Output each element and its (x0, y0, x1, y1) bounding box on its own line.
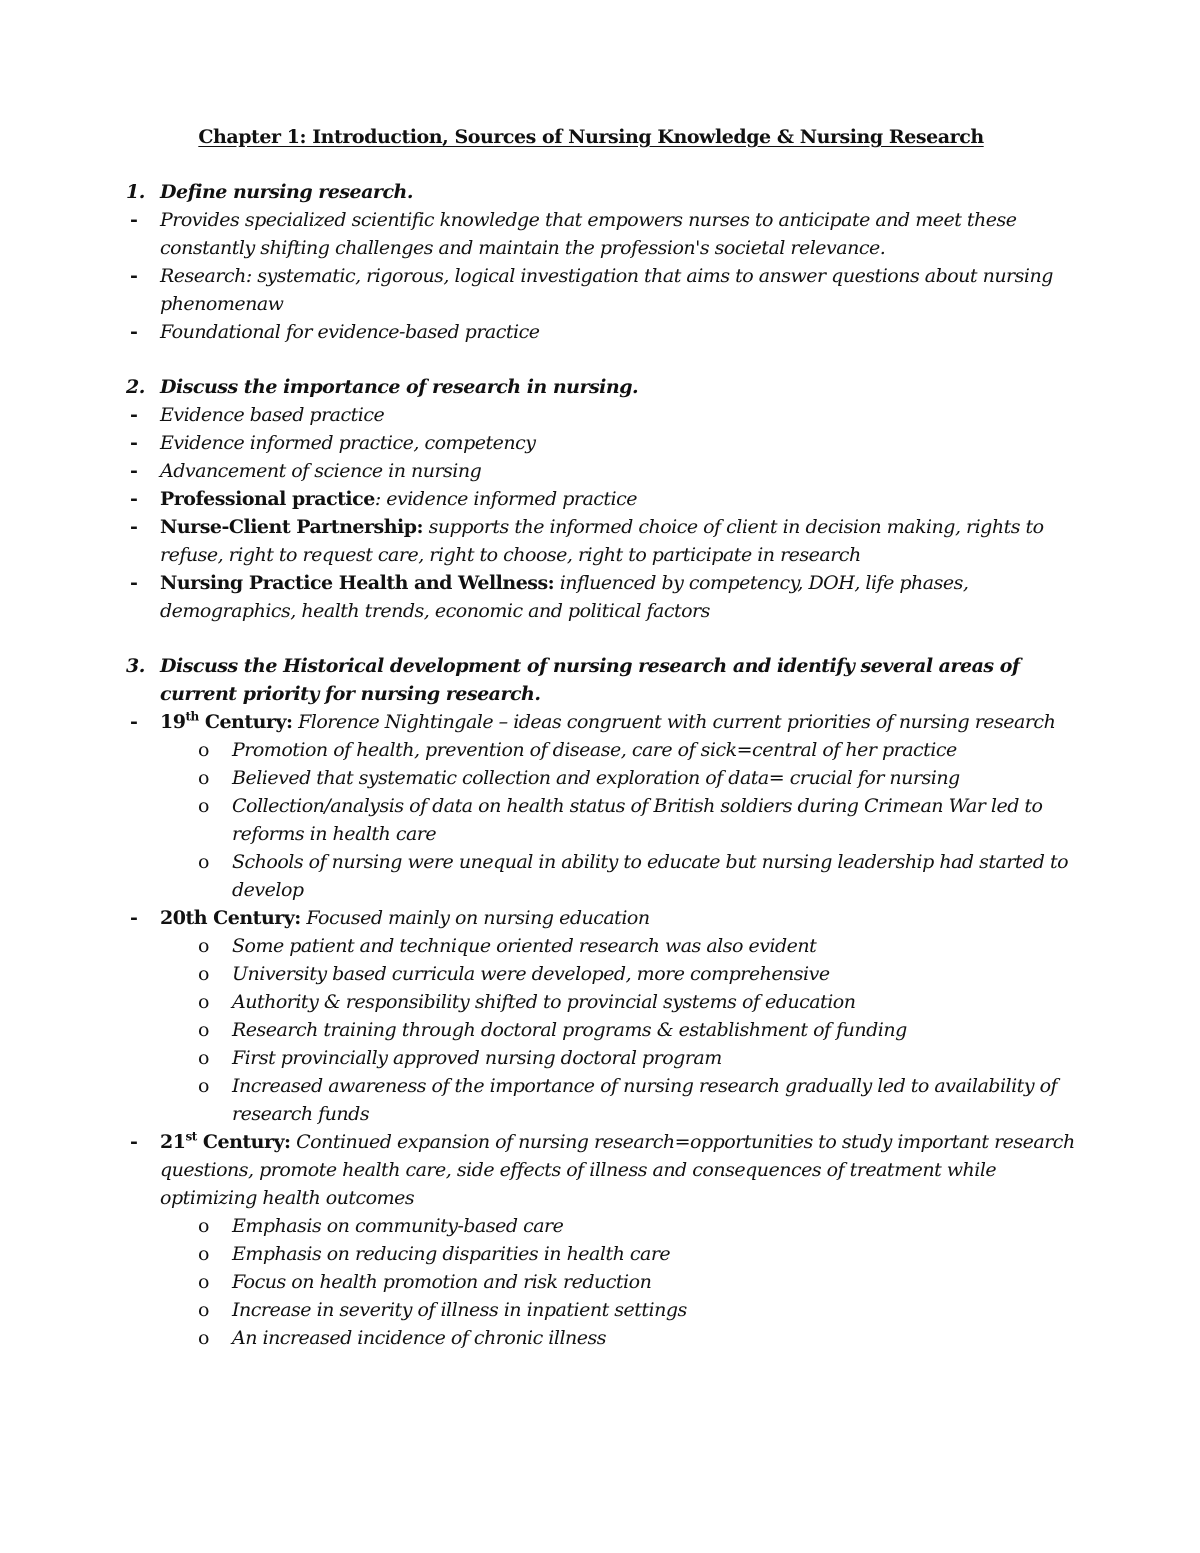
sub-item: o University based curricula were developed, more comprehensive (198, 960, 1076, 988)
dash-marker: - (130, 488, 138, 510)
bullet-list (126, 206, 1076, 346)
list-item (126, 1128, 1076, 1352)
circle-marker: o (198, 851, 209, 873)
circle-marker: o (198, 795, 209, 817)
sub-item: o Research training through doctoral programs & establishment of funding (198, 1016, 1076, 1044)
list-item (126, 904, 1076, 1128)
circle-marker: o (198, 1299, 209, 1321)
dash-marker: - (130, 516, 138, 538)
list-item (126, 429, 1076, 457)
circle-marker: o (198, 739, 209, 761)
bullet-text: Advancement of science in nursing (160, 460, 482, 482)
circle-marker: o (198, 1327, 209, 1349)
bullet-label: 21st Century: (160, 1129, 291, 1153)
list-item (126, 485, 1076, 513)
bullet-label: Professional practice (160, 488, 375, 510)
sub-item: o Collection/analysis of data on health status of British soldiers during Crimean War led to reforms in health care (198, 792, 1076, 848)
question-2 (126, 373, 1076, 401)
dash-marker: - (130, 265, 138, 287)
bullet-text: 21st Century: Continued expansion of nursing research=opportunities to study important research questions, promote health care, side effects of illness and consequences of treatment while optimizing health outcomes (160, 1129, 1075, 1209)
bullet-text: Research: systematic, rigorous, logical investigation that aims to answer questions about nursing phenomenaw (160, 265, 1053, 315)
question-text: Define nursing research. (160, 181, 413, 203)
sub-item: o Promotion of health, prevention of disease, care of sick=central of her practice (198, 736, 1076, 764)
bullet-label: Nursing Practice Health and Wellness: (160, 572, 555, 594)
bullet-list (126, 708, 1076, 1352)
list-item (126, 513, 1076, 569)
circle-marker: o (198, 963, 209, 985)
list-item (126, 262, 1076, 318)
sub-item: o Authority & responsibility shifted to provincial systems of education (198, 988, 1076, 1016)
bullet-label: Nurse-Client Partnership: (160, 516, 424, 538)
circle-marker: o (198, 935, 209, 957)
sub-item: o Increased awareness of the importance of nursing research gradually led to availability of research funds (198, 1072, 1076, 1128)
question-number: 1. (126, 181, 145, 203)
list-item (126, 318, 1076, 346)
bullet-text: Professional practice: evidence informed practice (160, 488, 638, 510)
dash-marker: - (130, 432, 138, 454)
sub-item: o Some patient and technique oriented research was also evident (198, 932, 1076, 960)
dash-marker: - (130, 572, 138, 594)
question-3 (126, 652, 1076, 708)
circle-marker: o (198, 1047, 209, 1069)
circle-marker: o (198, 1075, 209, 1097)
sub-item: o First provincially approved nursing doctoral program (198, 1044, 1076, 1072)
list-item (126, 206, 1076, 262)
dash-marker: - (130, 404, 138, 426)
dash-marker: - (130, 1131, 138, 1153)
sub-list (126, 1212, 1076, 1352)
circle-marker: o (198, 767, 209, 789)
sub-item: o Schools of nursing were unequal in ability to educate but nursing leadership had started to develop (198, 848, 1076, 904)
circle-marker: o (198, 991, 209, 1013)
question-number: 3. (126, 655, 145, 677)
bullet-text: Nurse-Client Partnership: supports the informed choice of client in decision making, rights to refuse, right to request care, right to choose, right to participate in research (160, 516, 1044, 566)
bullet-text: Provides specialized scientific knowledge that empowers nurses to anticipate and meet these constantly shifting challenges and maintain the profession's societal relevance. (160, 209, 1017, 259)
sub-item: o Believed that systematic collection and exploration of data= crucial for nursing (198, 764, 1076, 792)
bullet-text: Evidence informed practice, competency (160, 432, 536, 454)
circle-marker: o (198, 1271, 209, 1293)
list-item (126, 569, 1076, 625)
bullet-label: 20th Century: (160, 907, 301, 929)
circle-marker: o (198, 1243, 209, 1265)
bullet-text: Nursing Practice Health and Wellness: influenced by competency, DOH, life phases, demographics, health trends, economic and political factors (160, 572, 969, 622)
bullet-list (126, 401, 1076, 625)
question-1 (126, 178, 1076, 206)
sub-item: o Focus on health promotion and risk reduction (198, 1268, 1076, 1296)
question-number: 2. (126, 376, 145, 398)
bullet-text: Evidence based practice (160, 404, 385, 426)
sub-item: o Emphasis on reducing disparities in health care (198, 1240, 1076, 1268)
list-item (126, 457, 1076, 485)
dash-marker: - (130, 321, 138, 343)
document-title: Chapter 1: Introduction, Sources of Nursing Knowledge & Nursing Research (198, 126, 984, 148)
dash-marker: - (130, 460, 138, 482)
dash-marker: - (130, 209, 138, 231)
dash-marker: - (130, 711, 138, 733)
document-content (126, 178, 1076, 1352)
dash-marker: - (130, 907, 138, 929)
circle-marker: o (198, 1215, 209, 1237)
bullet-label: 19th Century: (160, 709, 293, 733)
sub-list (126, 932, 1076, 1128)
circle-marker: o (198, 1019, 209, 1041)
bullet-text: Foundational for evidence-based practice (160, 321, 540, 343)
bullet-text: 19th Century: Florence Nightingale – ideas congruent with current priorities of nursing research (160, 709, 1056, 733)
list-item (126, 401, 1076, 429)
sub-item: o Increase in severity of illness in inpatient settings (198, 1296, 1076, 1324)
bullet-text: 20th Century: Focused mainly on nursing education (160, 907, 650, 929)
sub-list (126, 736, 1076, 904)
sub-item: o An increased incidence of chronic illness (198, 1324, 1076, 1352)
question-text: Discuss the importance of research in nursing. (160, 376, 639, 398)
list-item (126, 708, 1076, 904)
question-text: Discuss the Historical development of nursing research and identify several areas of current priority for nursing research. (160, 655, 1020, 705)
sub-item: o Emphasis on community-based care (198, 1212, 1076, 1240)
